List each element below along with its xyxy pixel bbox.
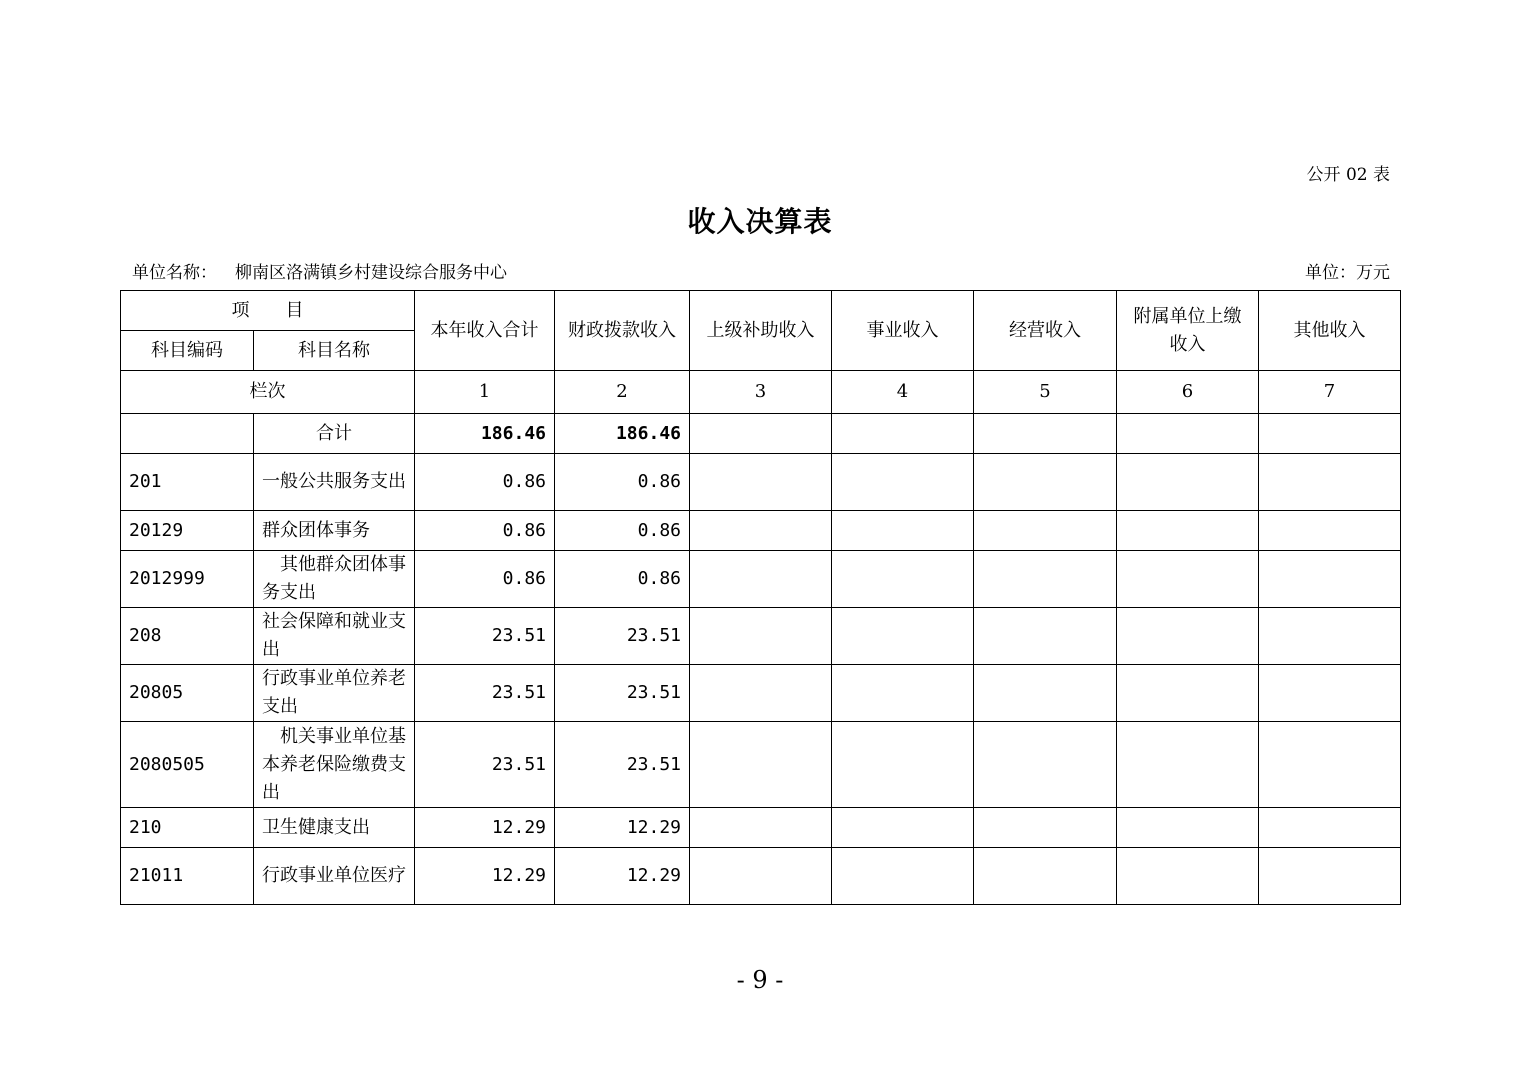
column-header: 其他收入 (1259, 291, 1401, 371)
empty-cell (1259, 551, 1401, 608)
total-income: 12.29 (415, 808, 555, 848)
empty-cell (1117, 551, 1259, 608)
account-code: 2012999 (121, 551, 254, 608)
project-header: 项 目 (121, 291, 415, 331)
empty-cell (974, 608, 1117, 665)
column-header: 上级补助收入 (690, 291, 832, 371)
account-name: 行政事业单位养老支出 (254, 665, 415, 722)
empty-cell (974, 808, 1117, 848)
order-number: 4 (832, 371, 974, 414)
empty-cell (1117, 665, 1259, 722)
empty-cell (1117, 454, 1259, 511)
total-income: 0.86 (415, 551, 555, 608)
table-row (121, 608, 1401, 665)
empty-cell (832, 414, 974, 454)
fiscal-income: 23.51 (555, 608, 690, 665)
unit-name-label: 单位名称： (132, 263, 217, 283)
account-code: 20129 (121, 511, 254, 551)
order-row (121, 371, 1401, 414)
table-row (121, 848, 1401, 905)
empty-cell (690, 665, 832, 722)
account-name: 社会保障和就业支出 (254, 608, 415, 665)
table-row (121, 665, 1401, 722)
empty-cell (1259, 722, 1401, 808)
fiscal-income: 0.86 (555, 551, 690, 608)
empty-cell (1259, 414, 1401, 454)
empty-cell (1259, 454, 1401, 511)
empty-cell (1259, 665, 1401, 722)
column-header: 本年收入合计 (415, 291, 555, 371)
unit-name-value: 柳南区洛满镇乡村建设综合服务中心 (235, 263, 507, 283)
page-title: 收入决算表 (687, 205, 833, 238)
empty-cell (832, 665, 974, 722)
empty-cell (1117, 808, 1259, 848)
page-number: - 9 - (736, 966, 784, 994)
empty-cell (832, 608, 974, 665)
table-row (121, 722, 1401, 808)
column-header: 附属单位上缴收入 (1117, 291, 1259, 371)
total-fiscal-amount: 186.46 (555, 414, 690, 454)
total-code-cell (121, 414, 254, 454)
empty-cell (1117, 722, 1259, 808)
order-number: 3 (690, 371, 832, 414)
empty-cell (832, 808, 974, 848)
empty-cell (1117, 608, 1259, 665)
account-code: 208 (121, 608, 254, 665)
empty-cell (690, 551, 832, 608)
fiscal-income: 12.29 (555, 808, 690, 848)
fiscal-income: 0.86 (555, 511, 690, 551)
table-row (121, 511, 1401, 551)
form-number: 公开 02 表 (1306, 165, 1390, 185)
account-code: 21011 (121, 848, 254, 905)
empty-cell (832, 454, 974, 511)
empty-cell (974, 848, 1117, 905)
account-code: 201 (121, 454, 254, 511)
total-income: 0.86 (415, 454, 555, 511)
empty-cell (690, 608, 832, 665)
empty-cell (690, 511, 832, 551)
total-income: 23.51 (415, 608, 555, 665)
account-code: 2080505 (121, 722, 254, 808)
total-amount: 186.46 (415, 414, 555, 454)
account-code: 20805 (121, 665, 254, 722)
name-header: 科目名称 (254, 331, 415, 371)
fiscal-income: 23.51 (555, 665, 690, 722)
order-number: 2 (555, 371, 690, 414)
order-number: 6 (1117, 371, 1259, 414)
empty-cell (1117, 848, 1259, 905)
empty-cell (974, 665, 1117, 722)
empty-cell (690, 848, 832, 905)
table-row (121, 454, 1401, 511)
empty-cell (690, 454, 832, 511)
order-number: 5 (974, 371, 1117, 414)
order-label: 栏次 (121, 371, 415, 414)
table-row (121, 551, 1401, 608)
account-name: 卫生健康支出 (254, 808, 415, 848)
fiscal-income: 12.29 (555, 848, 690, 905)
account-name: 行政事业单位医疗 (254, 848, 415, 905)
order-number: 7 (1259, 371, 1401, 414)
total-label: 合计 (254, 414, 415, 454)
column-header: 经营收入 (974, 291, 1117, 371)
fiscal-income: 23.51 (555, 722, 690, 808)
code-header: 科目编码 (121, 331, 254, 371)
empty-cell (690, 808, 832, 848)
empty-cell (1259, 808, 1401, 848)
account-code: 210 (121, 808, 254, 848)
empty-cell (832, 722, 974, 808)
empty-cell (974, 722, 1117, 808)
column-header: 事业收入 (832, 291, 974, 371)
empty-cell (1259, 608, 1401, 665)
account-name: 其他群众团体事务支出 (254, 551, 415, 608)
total-income: 0.86 (415, 511, 555, 551)
empty-cell (832, 511, 974, 551)
empty-cell (1117, 414, 1259, 454)
empty-cell (832, 551, 974, 608)
empty-cell (690, 414, 832, 454)
order-number: 1 (415, 371, 555, 414)
total-income: 23.51 (415, 722, 555, 808)
empty-cell (974, 414, 1117, 454)
total-row (121, 414, 1401, 454)
account-name: 一般公共服务支出 (254, 454, 415, 511)
empty-cell (832, 848, 974, 905)
empty-cell (974, 454, 1117, 511)
empty-cell (974, 511, 1117, 551)
currency-unit: 单位：万元 (1305, 263, 1390, 283)
account-name: 机关事业单位基本养老保险缴费支出 (254, 722, 415, 808)
empty-cell (974, 551, 1117, 608)
table-row (121, 808, 1401, 848)
empty-cell (1117, 511, 1259, 551)
column-header: 财政拨款收入 (555, 291, 690, 371)
account-name: 群众团体事务 (254, 511, 415, 551)
total-income: 12.29 (415, 848, 555, 905)
header-row-1 (121, 291, 1401, 331)
empty-cell (1259, 848, 1401, 905)
empty-cell (1259, 511, 1401, 551)
total-income: 23.51 (415, 665, 555, 722)
empty-cell (690, 722, 832, 808)
unit-name-block (132, 258, 507, 283)
fiscal-income: 0.86 (555, 454, 690, 511)
income-statement-table (120, 290, 1401, 905)
